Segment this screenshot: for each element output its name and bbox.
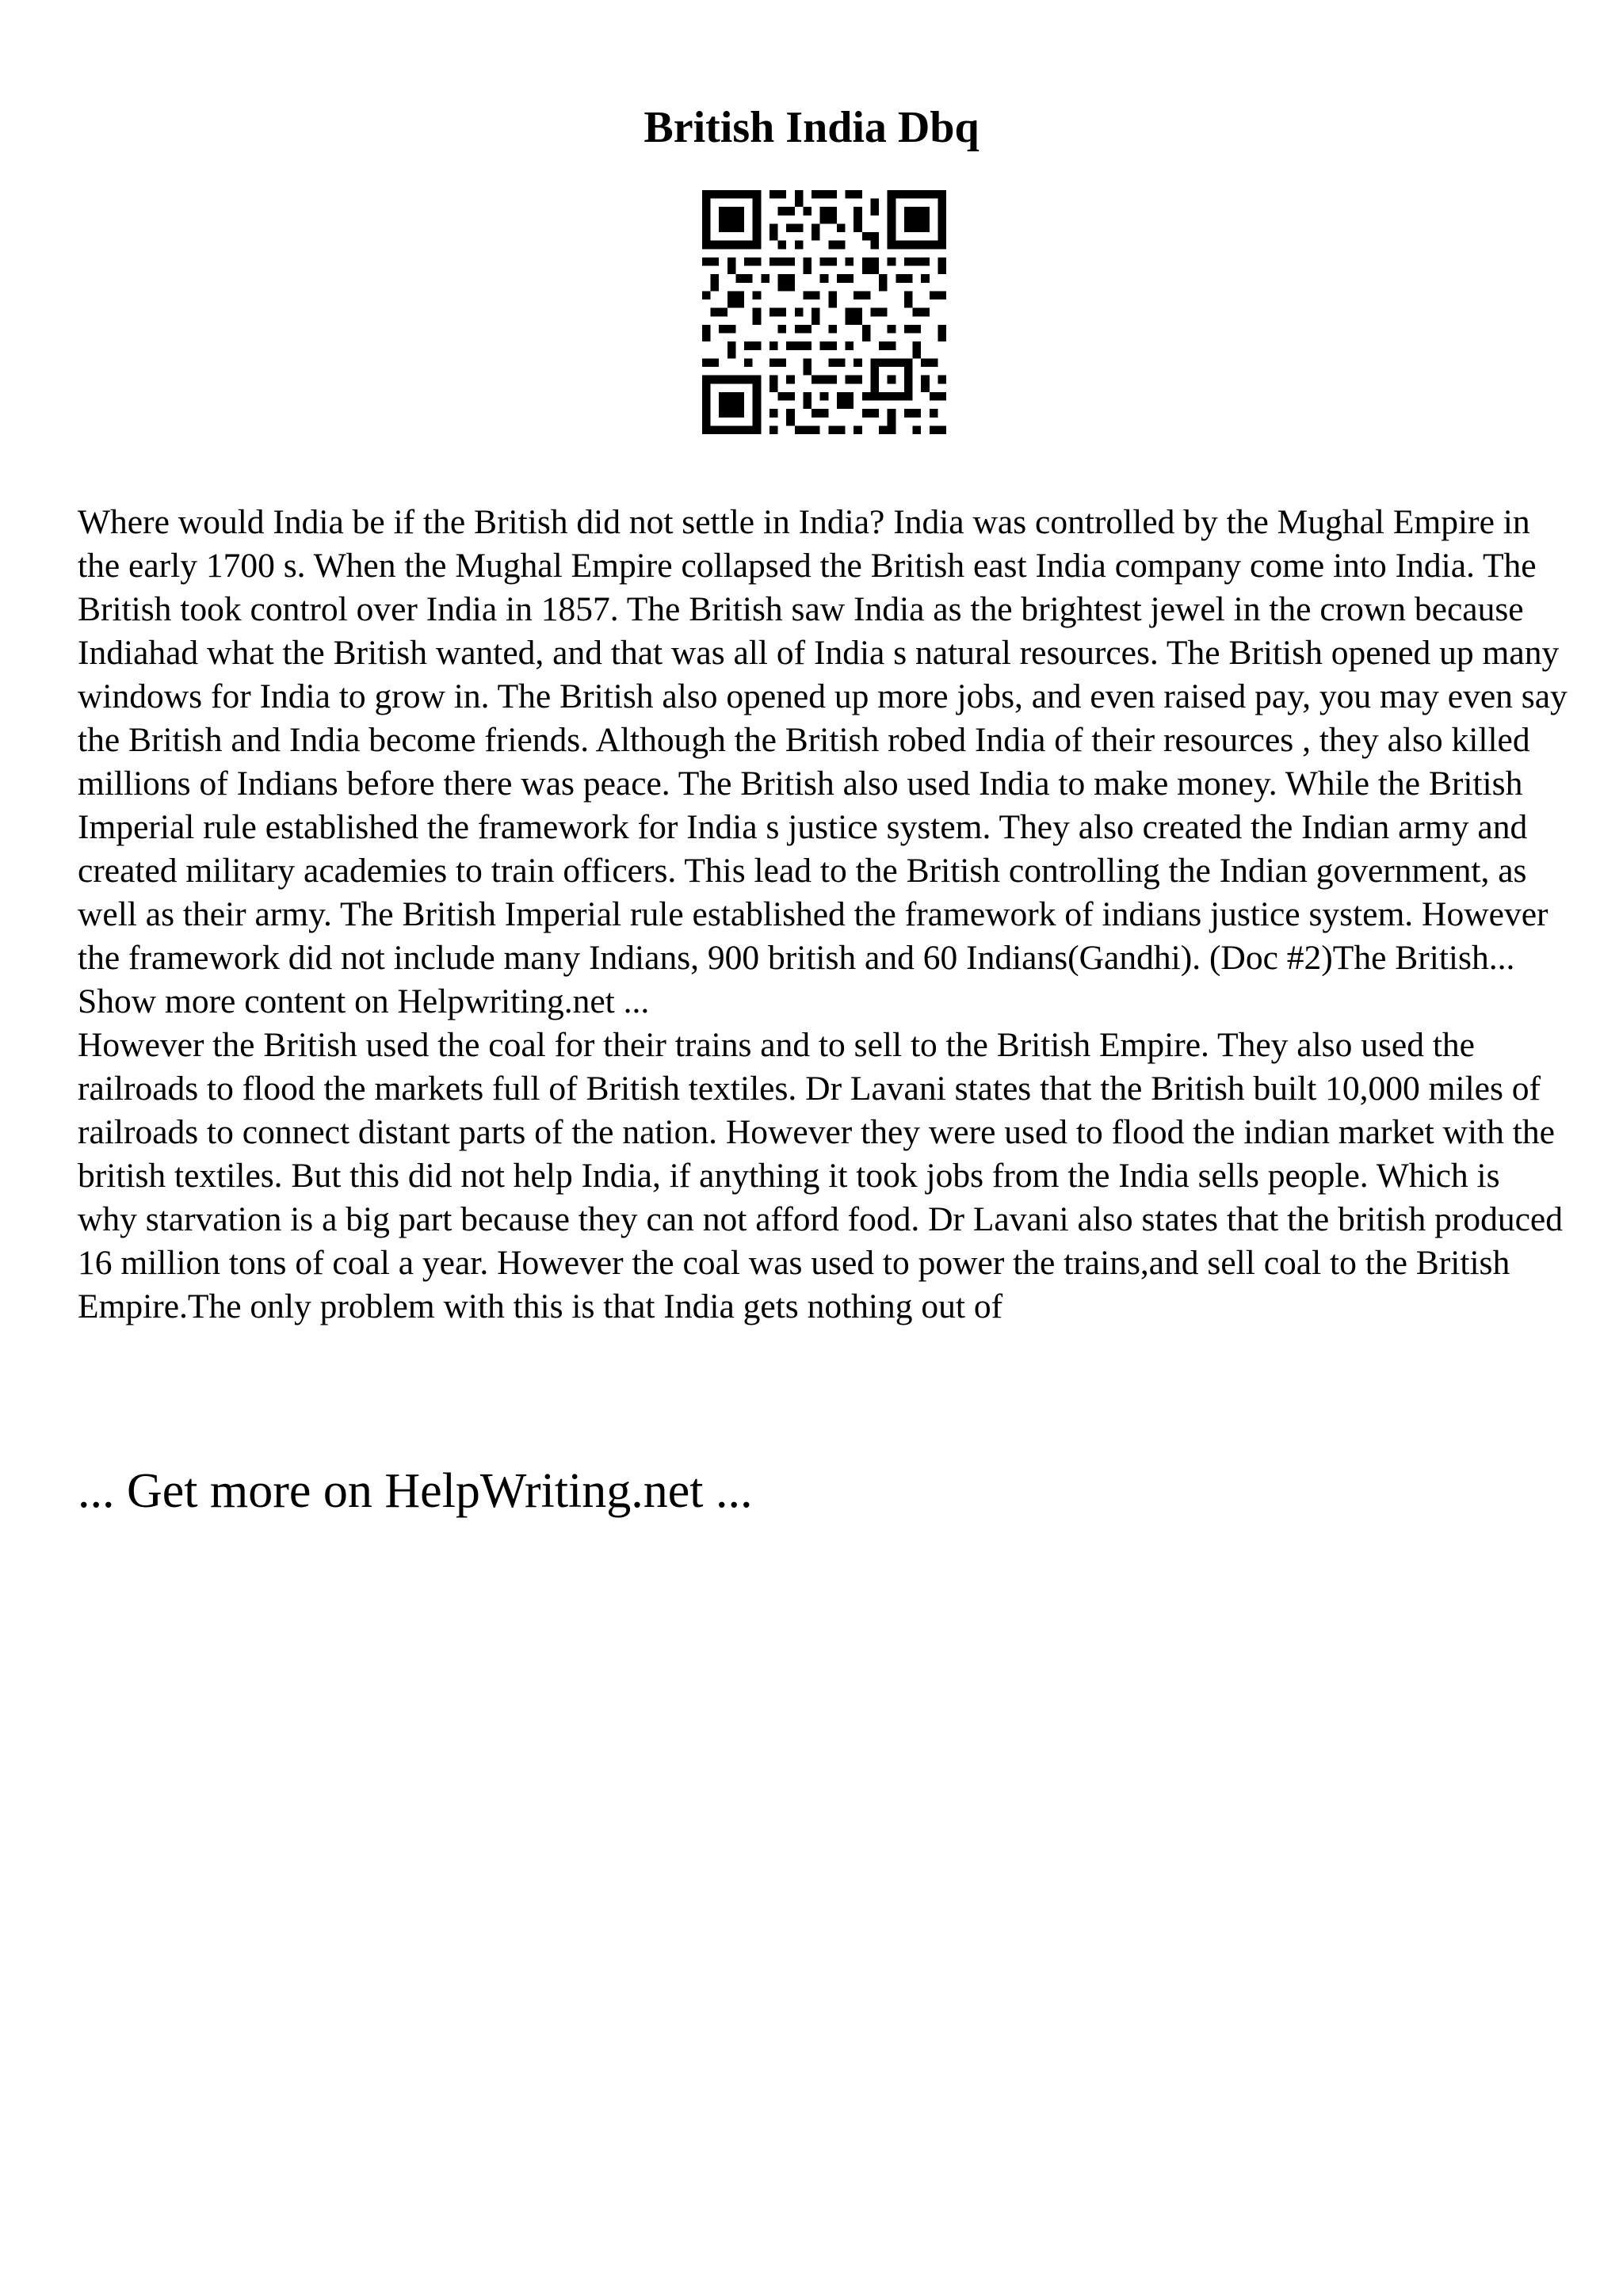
paragraph: Where would India be if the British did not settle in India? India was controlled by the Mughal Empire in the early 1700 s. When the Mughal Empire collapsed the British east India company come into India. The British took control over India in 1857. The British saw India as the brightest jewel in the crown because Indiahad what the British wanted, and that was all of India s natural resources. The British opened up many windows for India to grow in. The British also opened up more jobs, and even raised pay, you may even say the British and India become friends. Although the British robed India of their resources , they also killed millions of Indians before there was peace. The British also used India to make money. While the British Imperial rule established the framework for India s justice system. They also created the Indian army and created military academies to train officers. This lead to the British controlling the Indian government, as well as their army. The British Imperial rule established the framework of indians justice system. However the framework did not include many Indians, 900 british and 60 Indians(Gandhi). (Doc #2)The British... Show more content on Helpwriting.net ... bbox=[78, 503, 1568, 1020]
qr-code-icon bbox=[702, 190, 946, 434]
get-more-link[interactable]: ... Get more on HelpWriting.net ... bbox=[78, 1464, 753, 1518]
paragraph: However the British used the coal for their trains and to sell to the British Empire. They also used the railroads to flood the markets full of British textiles. Dr Lavani states that the British built 10,000 miles of railroads to connect distant parts of the nation. However they were used to flood the indian market with the british textiles. But this did not help India, if anything it took jobs from the India sells people. Which is why starvation is a big part because they can not afford food. Dr Lavani also states that the british produced 16 million tons of coal a year. However the coal was used to power the trains,and sell coal to the British Empire.The only problem with this is that India gets nothing out of bbox=[78, 1026, 1563, 1325]
page-title: British India Dbq bbox=[643, 103, 980, 152]
essay-body bbox=[78, 501, 1568, 1329]
